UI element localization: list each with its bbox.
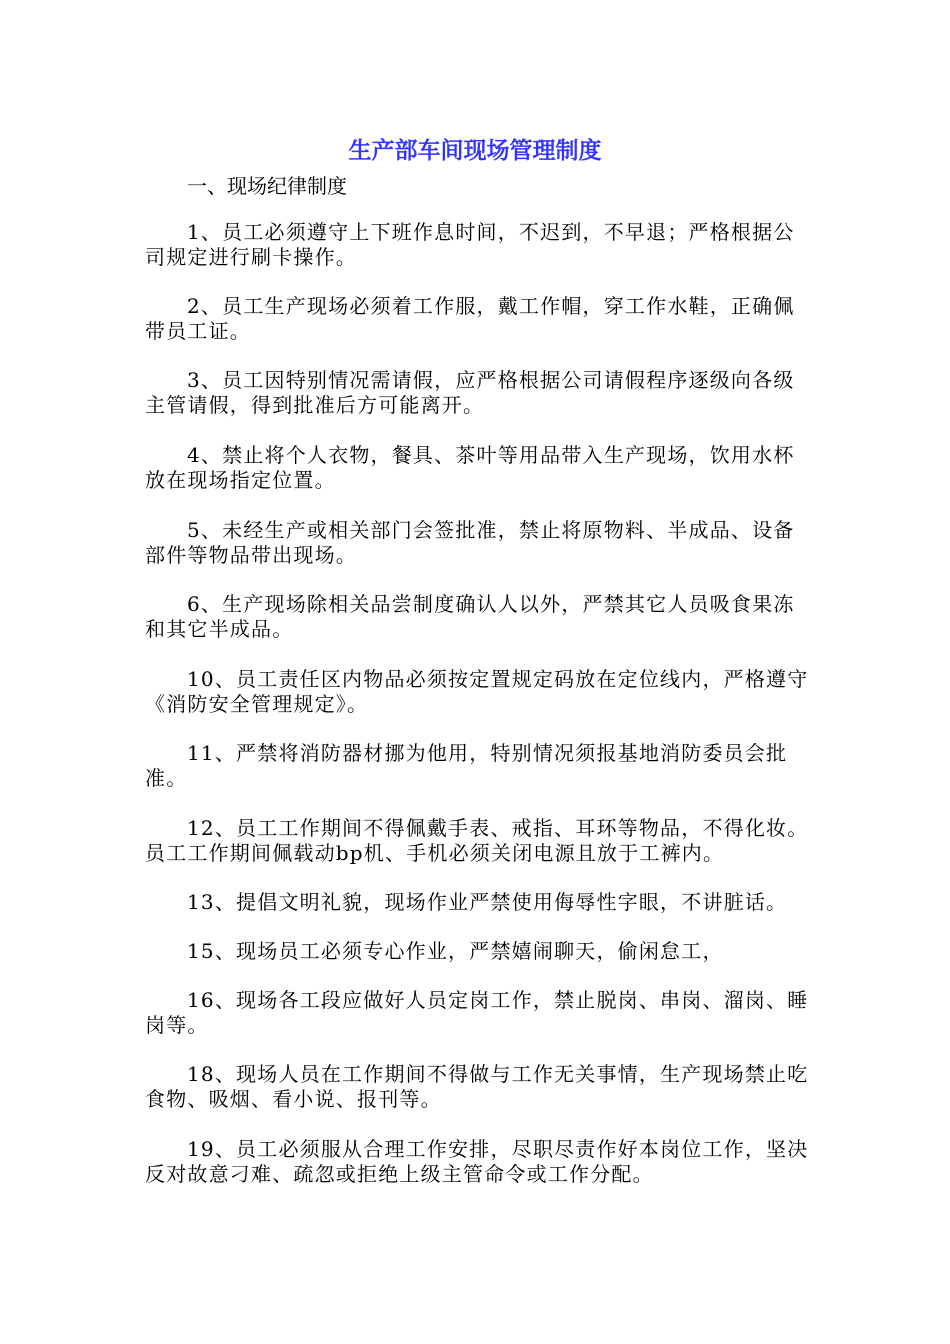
list-item: 2、员工生产现场必须着工作服，戴工作帽，穿工作水鞋，正确佩带员工证。 [145,294,795,343]
list-item: 15、现场员工必须专心作业，严禁嬉闹聊天，偷闲怠工， [187,939,724,963]
list-item: 6、生产现场除相关品尝制度确认人以外，严禁其它人员吸食果冻和其它半成品。 [145,592,795,641]
list-item: 19、员工必须服从合理工作安排，尽职尽责作好本岗位工作，坚决反对故意刁难、疏忽或拒绝上级主管命令或工作分配。 [145,1137,809,1186]
list-item: 11、严禁将消防器材挪为他用，特别情况须报基地消防委员会批准。 [145,741,788,790]
list-item: 10、员工责任区内物品必须按定置规定码放在定位线内，严格遵守《消防安全管理规定》。 [145,667,809,716]
list-item: 12、员工工作期间不得佩戴手表、戒指、耳环等物品，不得化妆。员工工作期间佩载动bp机、手机必须关闭电源且放于工裤内。 [145,816,809,865]
list-item: 4、禁止将个人衣物，餐具、茶叶等用品带入生产现场，饮用水杯放在现场指定位置。 [145,443,795,492]
list-item: 5、未经生产或相关部门会签批准，禁止将原物料、半成品、设备部件等物品带出现场。 [145,518,795,567]
section-heading: 一、现场纪律制度 [187,174,347,198]
list-item: 16、现场各工段应做好人员定岗工作，禁止脱岗、串岗、溜岗、睡岗等。 [145,988,809,1037]
list-item: 3、员工因特别情况需请假，应严格根据公司请假程序逐级向各级主管请假，得到批准后方可能离开。 [145,368,795,417]
list-item: 13、提倡文明礼貌，现场作业严禁使用侮辱性字眼，不讲脏话。 [187,890,788,914]
document-body [145,172,809,1187]
list-item: 1、员工必须遵守上下班作息时间，不迟到，不早退；严格根据公司规定进行刷卡操作。 [145,220,795,269]
list-item: 18、现场人员在工作期间不得做与工作无关事情，生产现场禁止吃食物、吸烟、看小说、报刊等。 [145,1062,809,1111]
document-title: 生产部车间现场管理制度 [348,138,602,164]
